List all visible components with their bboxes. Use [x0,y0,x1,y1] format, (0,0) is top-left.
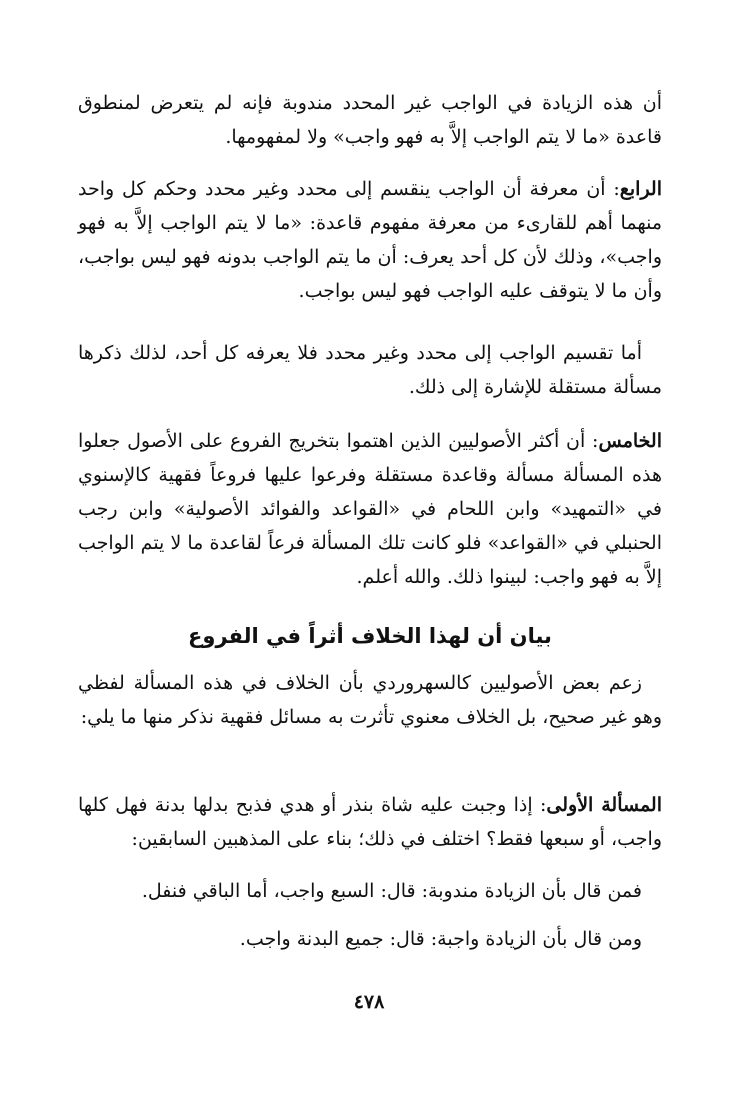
paragraph-5 [78,666,662,734]
paragraph-6 [78,788,662,856]
paragraph-text: : أن أكثر الأصوليين الذين اهتموا بتخريج الفروع على الأصول جعلوا هذه المسألة مسألة وقاعدة مستقلة وفرعوا عليها فروعاً فقهية كالإسنوي في «التمهيد» وابن اللحام في «القواعد والفوائد الأصولية» وابن رجب الحنبلي في «القواعد» فلو كانت تلك المسألة فرعاً لقاعدة ما لا يتم الواجب إلاَّ به فهو واجب: لبينوا ذلك. والله أعلم. [78,430,662,588]
paragraph-text: : إذا وجبت عليه شاة بنذر أو هدي فذبح بدلها بدنة فهل كلها واجب، أو سبعها فقط؟ اختلف في ذلك؛ بناء على المذهبين السابقين: [78,794,662,850]
paragraph-7 [78,874,662,908]
paragraph-text: : أن معرفة أن الواجب ينقسم إلى محدد وغير محدد وحكم كل واحد منهما أهم للقارىء من معرفة مفهوم قاعدة: «ما لا يتم الواجب إلاَّ به فهو واجب»، وذلك لأن كل أحد يعرف: أن ما يتم الواجب بدونه فهو ليس بواجب، وأن ما لا يتوقف عليه الواجب فهو ليس بواجب. [78,178,662,302]
section-heading: بيان أن لهذا الخلاف أثراً في الفروع [188,624,552,648]
paragraph-3 [78,336,662,404]
paragraph-2 [78,172,662,308]
paragraph-lead-term: المسألة الأولى [546,794,662,816]
paragraph-8 [78,922,662,956]
paragraph-text: أن هذه الزيادة في الواجب غير المحدد مندوبة فإنه لم يتعرض لمنطوق قاعدة «ما لا يتم الواجب إلاَّ به فهو واجب» ولا لمفهومها. [78,92,662,148]
paragraph-text: أما تقسيم الواجب إلى محدد وغير محدد فلا يعرفه كل أحد، لذلك ذكرها مسألة مستقلة للإشارة إلى ذلك. [78,342,662,398]
paragraph-text: ومن قال بأن الزيادة واجبة: قال: جميع البدنة واجب. [239,928,642,950]
paragraph-text: زعم بعض الأصوليين كالسهروردي بأن الخلاف في هذه المسألة لفظي وهو غير صحيح، بل الخلاف معنوي تأثرت به مسائل فقهية نذكر منها ما يلي: [78,672,662,728]
paragraph-text: فمن قال بأن الزيادة مندوبة: قال: السبع واجب، أما الباقي فنفل. [141,880,642,902]
paragraph-1 [78,86,662,154]
paragraph-lead-term: الرابع [619,178,662,200]
paragraph-lead-term: الخامس [598,430,662,452]
paragraph-4 [78,424,662,594]
page-number: ٤٧٨ [353,991,385,1013]
